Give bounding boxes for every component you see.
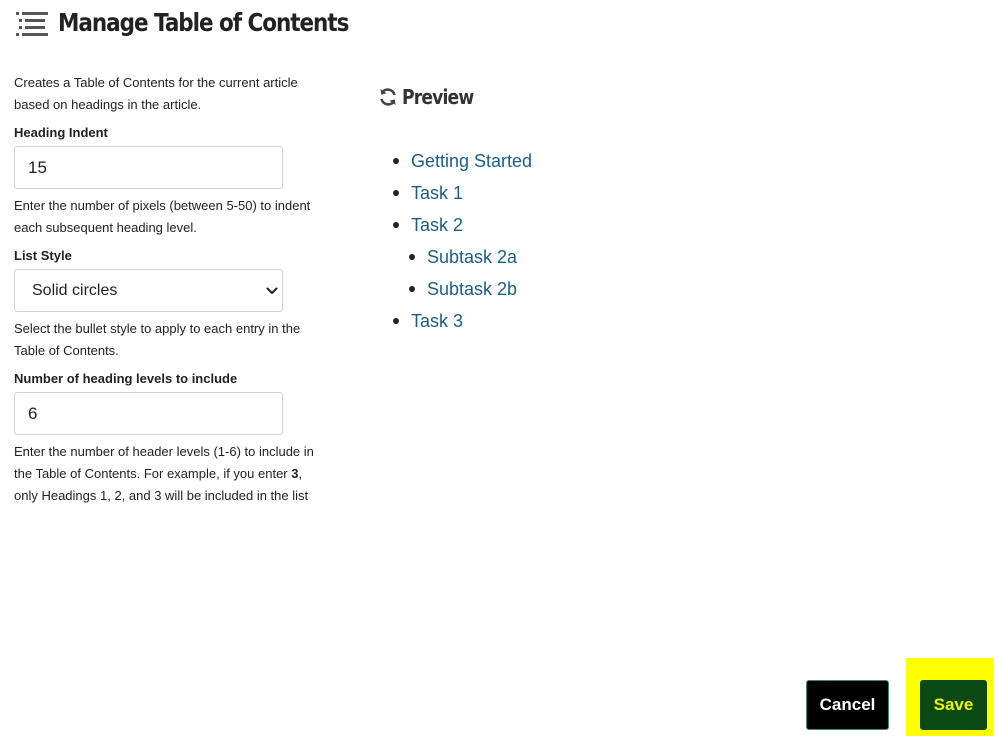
bullet-dot — [393, 158, 399, 164]
bullet-dot — [409, 254, 415, 260]
chevron-down-icon — [266, 285, 278, 297]
toc-link-task-3[interactable]: Task 3 — [411, 311, 464, 331]
bullet-dot — [393, 190, 399, 196]
list-style-value: Solid circles — [32, 281, 118, 299]
save-button[interactable]: Save — [920, 680, 987, 730]
toc-link-subtask-2a[interactable]: Subtask 2a — [427, 247, 518, 267]
refresh-icon[interactable] — [378, 87, 398, 107]
heading-indent-help: Enter the number of pixels (between 5-50) to indent each subsequent heading level. — [14, 198, 311, 235]
toc-link-subtask-2b[interactable]: Subtask 2b — [427, 279, 518, 299]
heading-indent-label: Heading Indent — [14, 125, 108, 140]
list-indent-icon — [16, 9, 48, 37]
toc-link-task-2[interactable]: Task 2 — [411, 215, 464, 235]
preview-heading — [378, 85, 485, 109]
list-style-select[interactable] — [14, 269, 283, 312]
toc-link-getting-started[interactable]: Getting Started — [411, 151, 533, 171]
heading-levels-label: Number of heading levels to include — [14, 371, 238, 386]
heading-levels-help: Enter the number of header levels (1-6) to include in the Table of Contents. For example, if you enter 3, only Headings 1, 2, and 3 will be included in the list — [14, 444, 314, 503]
list-style-label: List Style — [14, 248, 72, 263]
heading-levels-input[interactable] — [14, 392, 283, 435]
settings-form — [14, 72, 314, 507]
preview-title: Preview — [402, 85, 474, 109]
heading-indent-input[interactable] — [14, 146, 283, 189]
list-style-help: Select the bullet style to apply to each entry in the Table of Contents. — [14, 321, 301, 358]
cancel-button[interactable]: Cancel — [806, 680, 889, 730]
bullet-dot — [409, 286, 415, 292]
bullet-dot — [393, 222, 399, 228]
bullet-dot — [393, 318, 399, 324]
toc-link-task-1[interactable]: Task 1 — [411, 183, 464, 203]
form-description: Creates a Table of Contents for the current article based on headings in the article. — [14, 75, 298, 112]
header — [16, 8, 396, 37]
page-title: Manage Table of Contents — [58, 8, 349, 37]
